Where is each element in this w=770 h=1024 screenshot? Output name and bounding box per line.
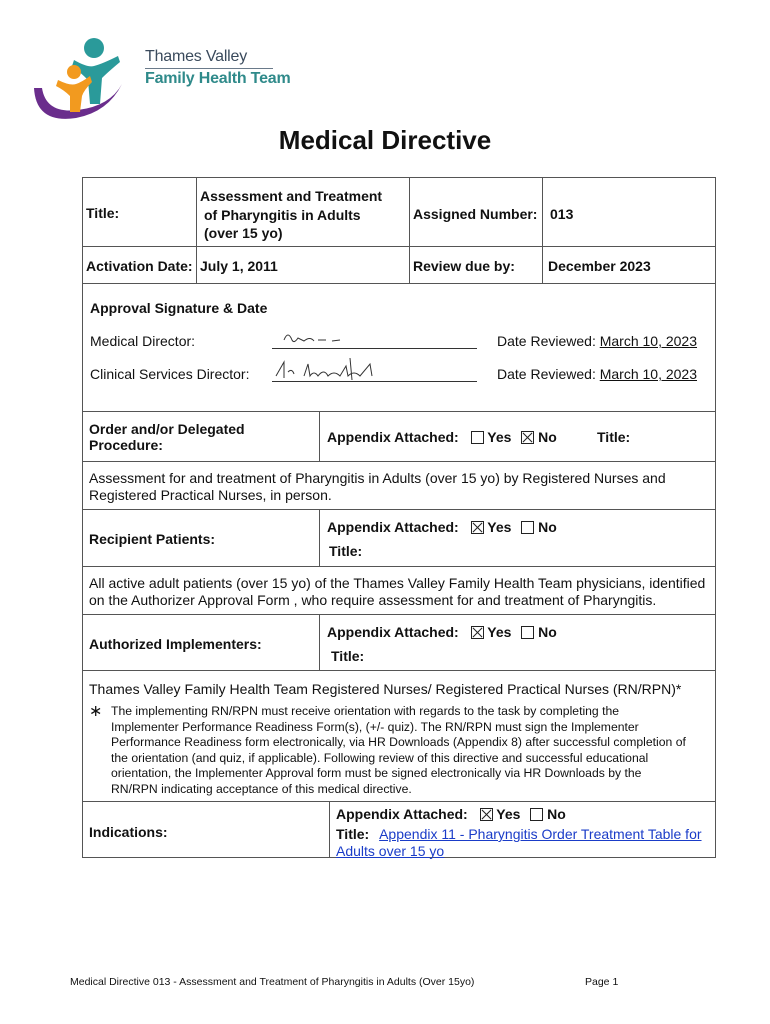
- note-line: The implementing RN/RPN must receive orientation with regards to the task by completing the: [111, 704, 620, 718]
- order-label-line2: Procedure:: [89, 437, 163, 453]
- reviewed-label: Date Reviewed:: [497, 366, 596, 382]
- yes-checkbox[interactable]: [480, 808, 493, 821]
- col-divider: [409, 177, 410, 283]
- activation-date-label: Activation Date:: [86, 258, 193, 274]
- implementers-note: [111, 704, 686, 797]
- note-line: orientation, the Implementer Approval form must be signed electronically via HR Downloads by the: [111, 766, 642, 780]
- title-label: Title:: [336, 826, 370, 842]
- indications-label: Indications:: [89, 824, 168, 840]
- title-value-line2: of Pharyngitis in Adults: [204, 207, 361, 223]
- document-title: Medical Directive: [278, 125, 492, 155]
- review-due-label: Review due by:: [413, 258, 515, 274]
- medical-director-label: Medical Director:: [90, 333, 196, 349]
- col-divider: [319, 614, 320, 670]
- title-value-line3: (over 15 yo): [204, 225, 283, 241]
- recipient-label: Recipient Patients:: [89, 531, 216, 547]
- indications-appendix-row: [336, 806, 566, 822]
- order-description-line2: Registered Practical Nurses, in person.: [89, 487, 332, 503]
- no-checkbox[interactable]: [521, 521, 534, 534]
- clinical-services-director-signature-line: [272, 381, 477, 382]
- logo-divider: [145, 68, 273, 69]
- title-label: Title:: [86, 205, 120, 221]
- implementers-title-label: Title:: [331, 648, 365, 664]
- asterisk-bullet: ∗: [89, 703, 103, 720]
- activation-date-value: July 1, 2011: [200, 258, 278, 274]
- implementers-appendix-row: [327, 624, 557, 640]
- no-checkbox[interactable]: [521, 431, 534, 444]
- row-divider: [82, 461, 716, 462]
- note-line: Performance Readiness form electronically, via HR Downloads (Appendix 8) after successful completion of: [111, 735, 686, 749]
- appendix-link-continued[interactable]: Adults over 15 yo: [336, 843, 445, 859]
- note-line: the orientation (and quiz, if applicable). Following review of this directive and successful educational: [111, 750, 649, 765]
- review-due-value: December 2023: [548, 258, 651, 274]
- assigned-number-value: 013: [550, 206, 574, 222]
- organization-name-line1: Thames Valley: [145, 48, 248, 65]
- footer-page-number: Page 1: [585, 976, 619, 988]
- implementers-intro: Thames Valley Family Health Team Registered Nurses/ Registered Practical Nurses (RN/RPN)*: [89, 681, 682, 697]
- no-label: No: [538, 519, 557, 535]
- col-divider: [196, 177, 197, 283]
- appendix-label: Appendix Attached:: [327, 519, 459, 535]
- row-divider: [82, 614, 716, 615]
- recipient-description-line1: All active adult patients (over 15 yo) of the Thames Valley Family Health Team physicians, identified: [89, 575, 706, 591]
- yes-label: Yes: [487, 624, 512, 640]
- row-divider: [82, 411, 716, 412]
- order-label-line1: Order and/or Delegated: [89, 421, 245, 437]
- organization-name-line2: Family Health Team: [145, 70, 291, 87]
- appendix-label: Appendix Attached:: [336, 806, 468, 822]
- reviewed-label: Date Reviewed:: [497, 333, 596, 349]
- organization-logo: [30, 26, 140, 126]
- medical-director-signature-line: [272, 348, 477, 349]
- col-divider: [319, 509, 320, 566]
- row-divider: [82, 670, 716, 671]
- appendix-link[interactable]: Appendix 11 - Pharyngitis Order Treatment Table for: [379, 826, 702, 842]
- medical-director-reviewed: [497, 333, 697, 349]
- title-value-line1: Assessment and Treatment: [200, 188, 383, 204]
- indications-title-row: [336, 826, 702, 843]
- clinical-services-director-reviewed: [497, 366, 697, 382]
- row-divider: [82, 801, 716, 802]
- medical-director-signature: [280, 326, 360, 348]
- no-label: No: [547, 806, 566, 822]
- reviewed-date: March 10, 2023: [599, 366, 698, 382]
- reviewed-date: March 10, 2023: [599, 333, 698, 349]
- no-checkbox[interactable]: [530, 808, 543, 821]
- implementers-label: Authorized Implementers:: [89, 636, 262, 652]
- appendix-label: Appendix Attached:: [327, 429, 459, 445]
- recipient-appendix-row: [327, 519, 557, 535]
- col-divider: [319, 411, 320, 461]
- col-divider: [542, 177, 543, 283]
- order-title-label: Title:: [597, 429, 631, 445]
- order-appendix-row: [327, 429, 557, 445]
- order-description-line1: Assessment for and treatment of Pharyngitis in Adults (over 15 yo) by Registered Nurses and: [89, 470, 666, 486]
- row-divider: [82, 246, 716, 247]
- clinical-services-director-label: Clinical Services Director:: [90, 366, 250, 382]
- yes-label: Yes: [496, 806, 521, 822]
- row-divider: [82, 509, 716, 510]
- col-divider: [329, 801, 330, 858]
- recipient-description-line2: on the Authorizer Approval Form , who require assessment for and treatment of Pharyngitis.: [89, 592, 657, 608]
- no-checkbox[interactable]: [521, 626, 534, 639]
- note-line: Implementer Performance Readiness Form(s), (+/- quiz). The RN/RPN must sign the Implementer: [111, 719, 639, 734]
- yes-label: Yes: [487, 429, 512, 445]
- yes-checkbox[interactable]: [471, 521, 484, 534]
- approval-heading: Approval Signature & Date: [90, 300, 268, 316]
- appendix-label: Appendix Attached:: [327, 624, 459, 640]
- no-label: No: [538, 624, 557, 640]
- footer-document-name: Medical Directive 013 - Assessment and Treatment of Pharyngitis in Adults (Over 15yo): [70, 976, 475, 988]
- no-label: No: [538, 429, 557, 445]
- row-divider: [82, 566, 716, 567]
- note-line: RN/RPN indicating acceptance of this medical directive.: [111, 781, 412, 796]
- yes-checkbox[interactable]: [471, 626, 484, 639]
- assigned-number-label: Assigned Number:: [413, 206, 538, 222]
- clinical-services-director-signature: [270, 356, 390, 382]
- row-divider: [82, 283, 716, 284]
- yes-checkbox[interactable]: [471, 431, 484, 444]
- recipient-title-label: Title:: [329, 543, 363, 559]
- yes-label: Yes: [487, 519, 512, 535]
